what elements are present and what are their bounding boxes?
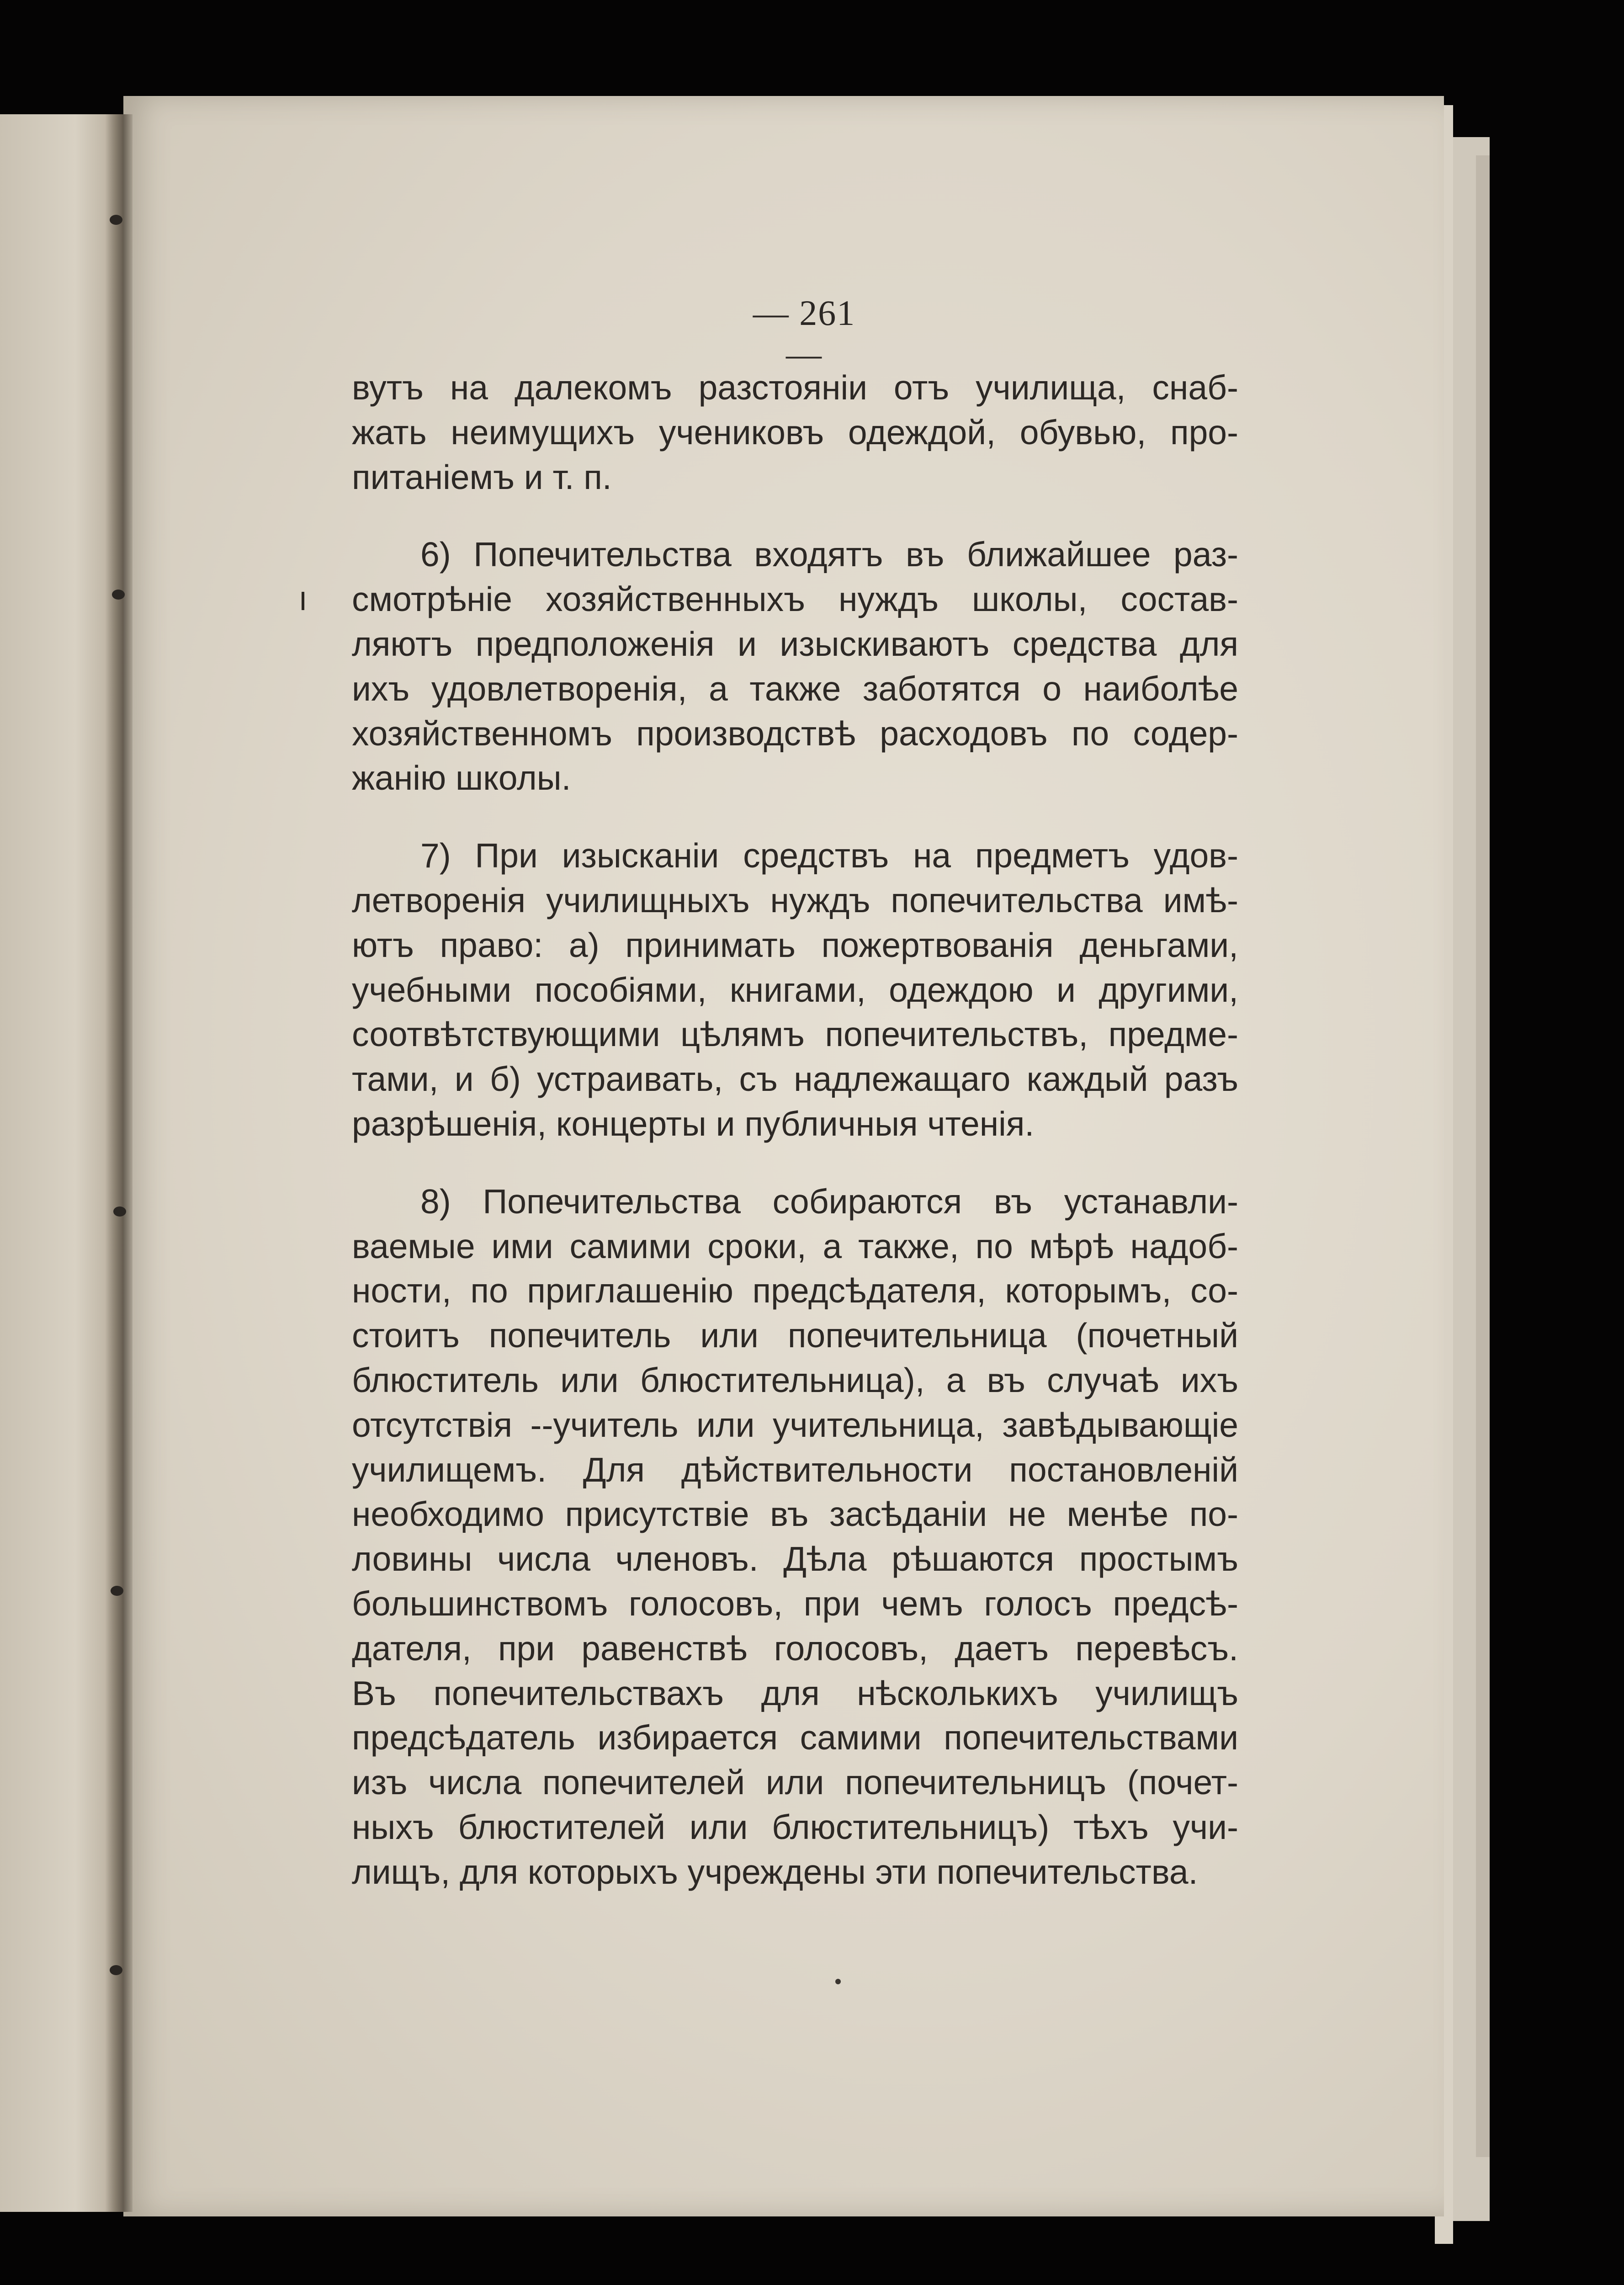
body-text [352,366,1238,1895]
paragraph [352,1180,1238,1895]
text-line: изъ числа попечителей или попечительницъ (почет- [352,1763,1238,1802]
text-line: соотвѣтствующими цѣлямъ попечительствъ, предме- [352,1015,1238,1054]
ink-dot [835,1979,841,1984]
paragraph [352,834,1238,1147]
binding-stitch [111,1586,123,1596]
binding-stitch [112,590,125,600]
text-line: большинствомъ голосовъ, при чемъ голосъ предсѣ- [352,1584,1238,1623]
text-line: отсутствія --учитель или учительница, завѣдывающіе [352,1405,1238,1444]
text-line: стоитъ попечитель или попечительница (почетный [352,1316,1238,1355]
text-line: учебными пособіями, книгами, одеждою и другими, [352,970,1238,1009]
text-line: ляютъ предположенія и изыскиваютъ средства для [352,624,1238,663]
text-line: Въ попечительствахъ для нѣсколькихъ училищъ [352,1674,1238,1712]
text-line: ныхъ блюстителей или блюстительницъ) тѣхъ учи- [352,1807,1238,1846]
text-line: училищемъ. Для дѣйствительности постановленій [352,1450,1238,1489]
text-line: разрѣшенія, концерты и публичныя чтенія. [352,1104,1035,1143]
text-line: предсѣдатель избирается самими попечительствами [352,1718,1238,1757]
page-number: — 261 — [753,293,856,374]
stray-mark [302,592,304,610]
text-line: питаніемъ и т. п. [352,457,612,496]
text-line: хозяйственномъ производствѣ расходовъ по содер- [352,714,1238,753]
text-line: летворенія училищныхъ нуждъ попечительства имѣ- [352,881,1238,919]
text-line: необходимо присутствіе въ засѣданіи не менѣе по- [352,1495,1238,1534]
paragraph [352,532,1238,801]
text-line: вутъ на далекомъ разстояніи отъ училища, снаб- [352,368,1238,407]
text-line: ютъ право: а) принимать пожертвованія деньгами, [352,925,1238,964]
text-line: тами, и б) устраивать, съ надлежащаго каждый разъ [352,1060,1238,1099]
binding-stitch [113,1206,126,1217]
text-line: блюститель или блюстительница), а въ случаѣ ихъ [352,1360,1238,1399]
text-line: 8) Попечительства собираются въ устанавли- [420,1182,1238,1221]
book-gutter [105,114,133,2212]
paragraph [352,366,1238,500]
text-line: 7) При изысканіи средствъ на предметъ удов- [420,836,1238,875]
binding-stitch [110,215,122,225]
text-line: ловины числа членовъ. Дѣла рѣшаются простымъ [352,1540,1238,1578]
binding-stitch [110,1965,122,1975]
page-edges-inner [1476,155,1490,2157]
text-line: 6) Попечительства входятъ въ ближайшее раз- [420,535,1238,574]
text-line: жанію школы. [352,759,571,797]
text-line: ности, по приглашенію предсѣдателя, которымъ, со- [352,1271,1238,1310]
text-line: смотрѣніе хозяйственныхъ нуждъ школы, состав- [352,580,1238,619]
text-line: дателя, при равенствѣ голосовъ, даетъ перевѣсъ. [352,1629,1238,1668]
text-line: ихъ удовлетворенія, а также заботятся о наиболѣе [352,669,1238,708]
text-line: жать неимущихъ учениковъ одеждой, обувью, про- [352,413,1238,452]
text-line: лищъ, для которыхъ учреждены эти попечительства. [352,1852,1198,1891]
text-line: ваемые ими самими сроки, а также, по мѣрѣ надоб- [352,1227,1238,1265]
